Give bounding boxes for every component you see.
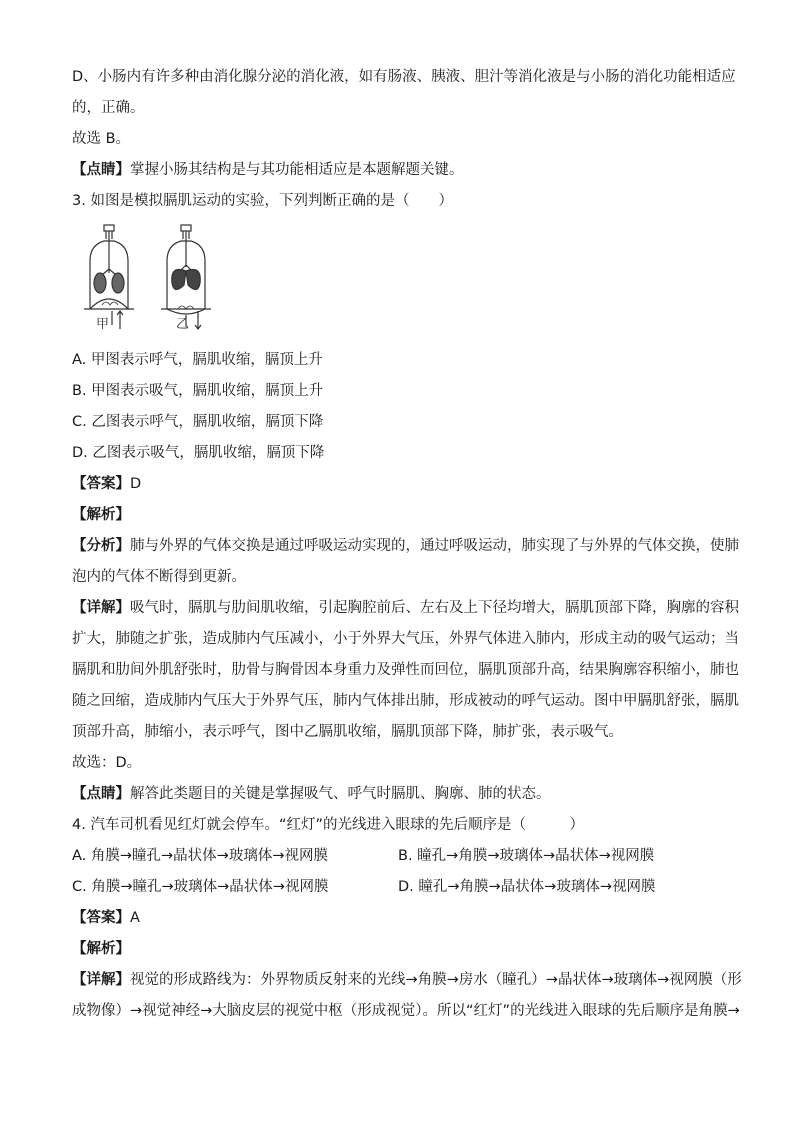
q3-fenxi-line1	[72, 531, 739, 562]
q3-detail-line5: 顶部升高，肺缩小，表示呼气，图中乙膈肌收缩，膈肌顶部下降，肺扩张，表示吸气。	[72, 724, 623, 740]
q2-dianjing	[72, 155, 724, 186]
lung-right-a	[172, 270, 186, 290]
lung-left-b	[112, 273, 124, 293]
q2-option-d-explanation-line2: 的，正确。	[72, 100, 145, 116]
q4-option-d: D. 瞳孔→角膜→晶状体→玻璃体→视网膜	[398, 879, 656, 895]
detail-text: 吸气时，膈肌与肋间肌收缩，引起胸腔前后、左右及上下径均增大，膈肌顶部下降，胸廓的容积	[130, 600, 739, 616]
q3-stem: 3. 如图是模拟膈肌运动的实验，下列判断正确的是（ ）	[72, 193, 453, 209]
answer-value: A	[130, 910, 140, 926]
q3-detail-line4: 随之回缩，造成肺内气压大于外界气压，肺内气体排出肺，形成被动的呼气运动。图中甲膈肌舒张，膈肌	[72, 693, 739, 709]
figure-label-jia: 甲	[96, 317, 110, 332]
q3-fenxi-line2: 泡内的气体不断得到更新。	[72, 569, 246, 585]
q3-option-b: B. 甲图表示吸气，膈肌收缩，膈顶上升	[72, 383, 324, 399]
lung-left-a	[94, 273, 106, 293]
answer-value: D	[130, 476, 142, 492]
q4-options-row1	[72, 841, 724, 872]
detail-tag: 【详解】	[72, 972, 130, 988]
detail-text: 视觉的形成路线为：外界物质反射来的光线→角膜→房水（瞳孔）→晶状体→玻璃体→视网膜（形	[130, 972, 742, 988]
q3-detail-line1	[72, 593, 739, 624]
stopper-right	[181, 225, 191, 231]
q3-diaphragm-figure	[72, 221, 724, 339]
fenxi-tag: 【分析】	[72, 538, 130, 554]
q4-detail-line1	[72, 965, 742, 996]
q3-choose-line: 故选：D。	[72, 755, 142, 771]
q4-options-row2	[72, 872, 724, 903]
answer-tag: 【答案】	[72, 476, 130, 492]
dianjing-tag: 【点睛】	[72, 162, 130, 178]
dianjing-tag: 【点睛】	[72, 786, 130, 802]
lung-right-b	[186, 270, 200, 290]
q3-option-c: C. 乙图表示呼气，膈肌收缩，膈顶下降	[72, 414, 324, 430]
answer-tag: 【答案】	[72, 910, 130, 926]
stopper-left	[104, 225, 114, 231]
q4-option-b: B. 瞳孔→角膜→玻璃体→晶状体→视网膜	[398, 848, 655, 864]
q3-option-a: A. 甲图表示呼气，膈肌收缩，膈顶上升	[72, 352, 323, 368]
q3-answer	[72, 469, 724, 500]
q4-option-c: C. 角膜→瞳孔→玻璃体→晶状体→视网膜	[72, 879, 329, 895]
q2-choose-line: 故选 B。	[72, 131, 131, 147]
q4-stem: 4. 汽车司机看见红灯就会停车。“红灯”的光线进入眼球的先后顺序是（ ）	[72, 817, 584, 833]
q4-analysis-tag: 【解析】	[72, 941, 130, 957]
q3-analysis-tag: 【解析】	[72, 507, 130, 523]
q3-detail-line2: 扩大，肺随之扩张，造成肺内气压减小，小于外界大气压，外界气体进入肺内，形成主动的吸气运动；当	[72, 631, 739, 647]
q3-dianjing	[72, 779, 724, 810]
q4-answer	[72, 903, 724, 934]
dianjing-text: 解答此类题目的关键是掌握吸气、呼气时膈肌、胸廓、肺的状态。	[130, 786, 551, 802]
q4-option-a: A. 角膜→瞳孔→晶状体→玻璃体→视网膜	[72, 848, 328, 864]
q4-detail-line2: 成物像）→视觉神经→大脑皮层的视觉中枢（形成视觉）。所以“红灯”的光线进入眼球的先后顺序是角膜→	[72, 1003, 740, 1019]
document-content	[72, 62, 742, 1027]
figure-label-yi: 乙	[176, 317, 190, 332]
q3-detail-line3: 膈肌和肋间外肌舒张时，肋骨与胸骨因本身重力及弹性而回位，膈肌顶部升高，结果胸廓容积缩小，肺也	[72, 662, 739, 678]
dianjing-text: 掌握小肠其结构是与其功能相适应是本题解题关键。	[130, 162, 464, 178]
fenxi-text: 肺与外界的气体交换是通过呼吸运动实现的，通过呼吸运动，肺实现了与外界的气体交换，使肺	[130, 538, 739, 554]
detail-tag: 【详解】	[72, 600, 130, 616]
q2-option-d-explanation-line1: D、小肠内有许多种由消化腺分泌的消化液，如有肠液、胰液、胆汁等消化液是与小肠的消化功能相适应	[72, 69, 736, 85]
q3-option-d: D. 乙图表示吸气，膈肌收缩，膈顶下降	[72, 445, 325, 461]
